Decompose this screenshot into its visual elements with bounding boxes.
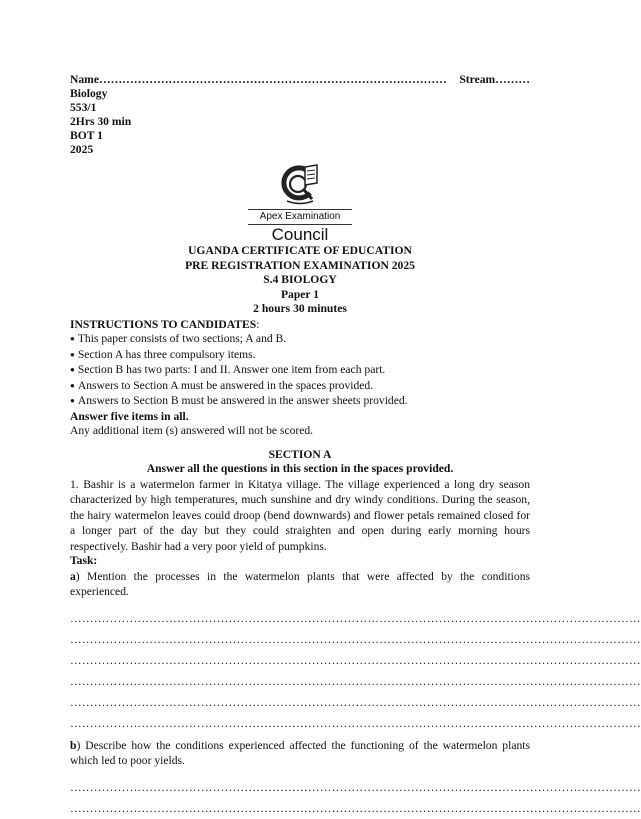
stream-field[interactable]: Stream………	[459, 73, 530, 86]
answer-line[interactable]: ………………………………………………………………………………………………………………………………	[70, 653, 641, 667]
heading-line-4: Paper 1	[280, 287, 320, 301]
answer-line[interactable]: ………………………………………………………………………………………………………………………………	[70, 611, 641, 625]
duration-label: 2Hrs 30 min	[70, 115, 132, 128]
instruction-item: ● Answers to Section B must be answered in the answer sheets provided.	[70, 394, 530, 410]
logo-text-bottom: Council	[271, 225, 329, 244]
section-a-title: SECTION A	[268, 447, 332, 461]
answer-line[interactable]: ………………………………………………………………………………………………………………………………	[70, 801, 641, 815]
section-a-subtitle: Answer all the questions in this section in the spaces provided.	[146, 462, 454, 475]
instructions-title: INSTRUCTIONS TO CANDIDATES:	[70, 317, 260, 331]
logo-text-top: Apex Examination	[259, 211, 341, 222]
answer-line[interactable]: ………………………………………………………………………………………………………………………………	[70, 780, 641, 794]
question-1-text: 1. Bashir is a watermelon farmer in Kitatya village. The village experienced a long dry season characterized by high temperatures, much sunshine and dry windy conditions. During the season, the hairy watermelon leaves could droop (bend downwards) and flower petals remained closed for a longer part of the day but they could straighten and open during early morning hours respectively. Bashir had a very poor yield of pumpkins.	[70, 477, 530, 553]
name-field[interactable]: Name………………………………………………………………………………	[70, 73, 447, 86]
term-label: BOT 1	[70, 129, 103, 142]
heading-line-1: UGANDA CERTIFICATE OF EDUCATION	[188, 244, 412, 257]
instructions-list	[70, 332, 530, 410]
exam-page	[70, 72, 641, 819]
instruction-item: ● This paper consists of two sections; A and B.	[70, 332, 530, 348]
paper-code: 553/1	[70, 101, 97, 114]
name-stream-row	[70, 72, 530, 87]
answer-line[interactable]: ………………………………………………………………………………………………………………………………	[70, 632, 641, 646]
logo-rule-top	[248, 209, 352, 210]
heading-line-5: 2 hours 30 minutes	[253, 302, 347, 315]
council-logo	[240, 163, 360, 244]
instruction-item: ● Section A has three compulsory items.	[70, 348, 530, 364]
question-1b: b) Describe how the conditions experienced affected the functioning of the watermelon plants which led to poor yields.	[70, 738, 530, 767]
instruction-item: ● Section B has two parts: I and II. Answer one item from each part.	[70, 363, 530, 379]
question-1a: a) Mention the processes in the watermelon plants that were affected by the conditions experienced.	[70, 569, 530, 598]
exam-meta	[70, 87, 530, 157]
answer-line[interactable]: ………………………………………………………………………………………………………………………………	[70, 674, 641, 688]
instructions-block	[70, 318, 530, 439]
answer-line[interactable]: ………………………………………………………………………………………………………………………………	[70, 695, 641, 709]
task-label: Task:	[70, 554, 98, 567]
apex-council-seal-icon	[277, 163, 323, 207]
subject-label: Biology	[70, 87, 108, 100]
exam-headings	[70, 244, 530, 317]
heading-line-2: PRE REGISTRATION EXAMINATION 2025	[185, 258, 415, 272]
answer-lines-b	[70, 777, 641, 819]
year-label: 2025	[70, 143, 94, 156]
heading-line-3: S.4 BIOLOGY	[263, 273, 337, 286]
section-a-header	[70, 448, 530, 477]
answer-line[interactable]: ………………………………………………………………………………………………………………………………	[70, 716, 641, 730]
answer-lines-a	[70, 608, 641, 734]
additional-items-note: Any additional item (s) answered will not be scored.	[70, 424, 314, 437]
instruction-item: ● Answers to Section A must be answered in the spaces provided.	[70, 379, 530, 395]
answer-count-note: Answer five items in all.	[70, 409, 189, 423]
